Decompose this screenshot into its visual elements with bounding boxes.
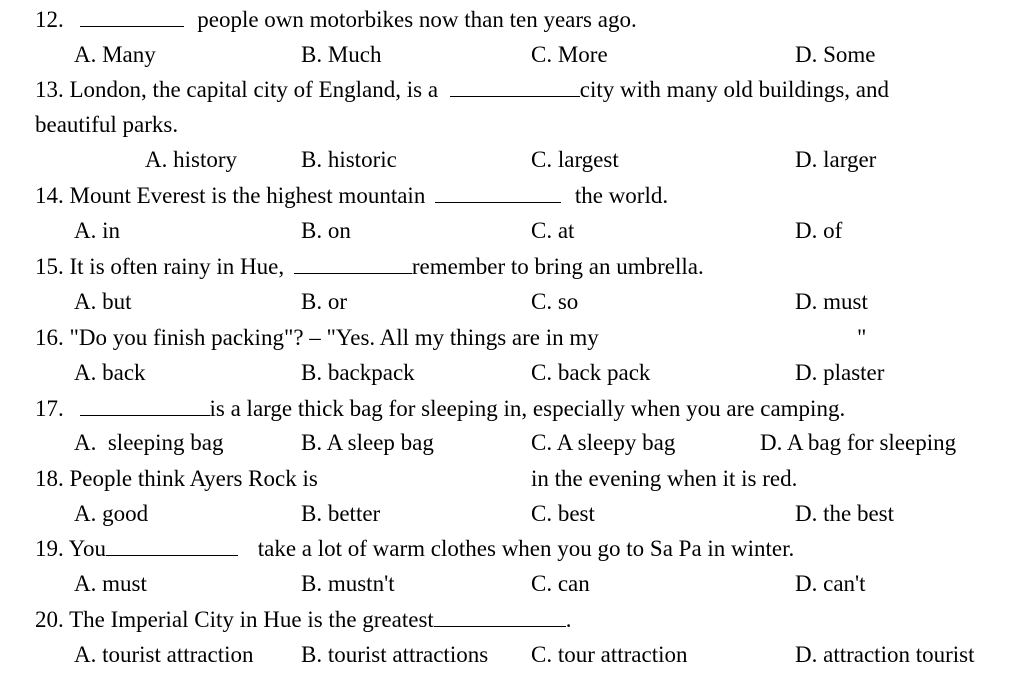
question-text-after: city with many old buildings, and: [579, 77, 889, 102]
option-d[interactable]: D. of: [795, 218, 843, 243]
question-text: "Do you finish packing"? – "Yes. All my things are in my: [69, 325, 599, 350]
option-b[interactable]: B. tourist attractions: [301, 642, 489, 667]
question-number: 15.: [35, 254, 64, 279]
option-a[interactable]: A. must: [74, 571, 147, 596]
option-d[interactable]: D. larger: [795, 147, 877, 172]
answer-blank: [450, 76, 580, 97]
option-c[interactable]: C. can: [531, 571, 590, 596]
option-a[interactable]: A. tourist attraction: [74, 642, 254, 667]
question-number: 17.: [35, 396, 64, 421]
option-a[interactable]: A. history: [145, 147, 237, 172]
option-c[interactable]: C. tour attraction: [531, 642, 688, 667]
answer-blank: [435, 182, 561, 203]
question-13-line-2: beautiful parks.: [35, 112, 179, 137]
option-b[interactable]: B. mustn't: [301, 571, 395, 596]
question-number: 16.: [35, 325, 64, 350]
option-b[interactable]: B. better: [301, 501, 381, 526]
question-text: London, the capital city of England, is a: [69, 77, 439, 102]
question-18: [35, 465, 318, 493]
question-text: It is often rainy in Hue,: [69, 254, 285, 279]
option-c[interactable]: C. A sleepy bag: [531, 430, 676, 455]
question-number: 18.: [35, 466, 64, 491]
question-text-after: the world.: [574, 183, 669, 208]
answer-blank: [294, 253, 412, 274]
answer-blank: [434, 606, 566, 627]
question-text: people own motorbikes now than ten years ago.: [197, 7, 637, 32]
question-15: [35, 253, 704, 281]
answer-blank: [80, 395, 210, 416]
option-b[interactable]: B. Much: [301, 42, 382, 67]
option-b[interactable]: B. backpack: [301, 360, 415, 385]
option-d[interactable]: D. Some: [795, 42, 876, 67]
option-c[interactable]: C. largest: [531, 147, 619, 172]
answer-blank: [106, 535, 238, 556]
question-text-after: remember to bring an umbrella.: [411, 254, 704, 279]
option-a[interactable]: A. sleeping bag: [74, 430, 224, 455]
question-text: The Imperial City in Hue is the greatest: [69, 607, 434, 632]
answer-blank: [80, 6, 184, 27]
question-16: [35, 324, 599, 352]
question-number: 20.: [35, 607, 64, 632]
option-b[interactable]: B. A sleep bag: [301, 430, 434, 455]
question-number: 14.: [35, 183, 64, 208]
option-d[interactable]: D. can't: [795, 571, 866, 596]
question-number: 19.: [35, 536, 64, 561]
question-13: [35, 76, 889, 104]
option-d[interactable]: D. A bag for sleeping: [760, 430, 957, 455]
option-c[interactable]: C. best: [531, 501, 595, 526]
option-c[interactable]: C. More: [531, 42, 608, 67]
option-a[interactable]: A. good: [74, 501, 149, 526]
option-c[interactable]: C. so: [531, 289, 579, 314]
question-text-after: .: [565, 607, 572, 632]
option-a[interactable]: A. Many: [74, 42, 156, 67]
option-b[interactable]: B. historic: [301, 147, 397, 172]
question-text: You: [68, 536, 106, 561]
option-a[interactable]: A. in: [74, 218, 120, 243]
option-c[interactable]: C. at: [531, 218, 575, 243]
option-a[interactable]: A. back: [74, 360, 146, 385]
option-a[interactable]: A. but: [74, 289, 132, 314]
question-20: [35, 606, 572, 634]
option-d[interactable]: D. the best: [795, 501, 895, 526]
option-b[interactable]: B. on: [301, 218, 351, 243]
question-number: 12.: [35, 7, 64, 32]
option-d[interactable]: D. attraction tourist: [795, 642, 975, 667]
question-12: [35, 6, 637, 34]
question-number: 13.: [35, 77, 64, 102]
question-19: [35, 535, 794, 563]
question-14: [35, 182, 668, 210]
option-c[interactable]: C. back pack: [531, 360, 651, 385]
option-d[interactable]: D. plaster: [795, 360, 885, 385]
question-text: People think Ayers Rock is: [69, 466, 318, 491]
option-b[interactable]: B. or: [301, 289, 347, 314]
question-text: Mount Everest is the highest mountain: [69, 183, 426, 208]
option-d[interactable]: D. must: [795, 289, 868, 314]
question-18-text-after: in the evening when it is red.: [531, 466, 798, 491]
question-17: [35, 395, 845, 423]
closing-quote: ": [857, 325, 867, 350]
question-text-after: take a lot of warm clothes when you go to Sa Pa in winter.: [257, 536, 795, 561]
question-text: is a large thick bag for sleeping in, especially when you are camping.: [209, 396, 846, 421]
